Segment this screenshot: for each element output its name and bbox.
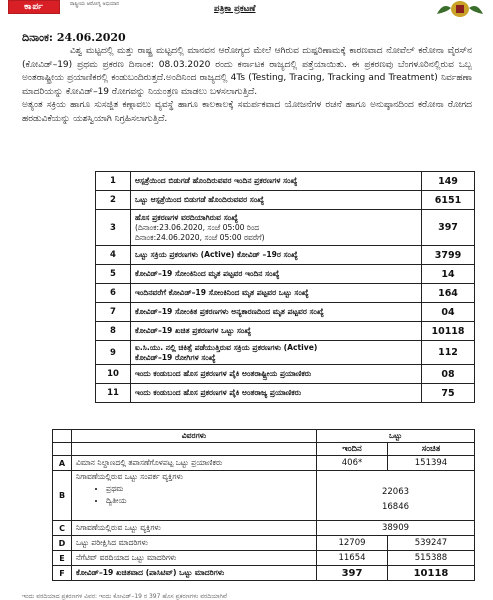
nhm-logo: [8, 0, 60, 14]
row-f-today: 397: [317, 566, 388, 581]
row-value: 10118: [422, 322, 475, 341]
row-sublabel: ಕೋವಿಡ್–19 ರೋಗಿಗಳ ಸಂಖ್ಯೆ: [135, 352, 216, 362]
row-label: ಒಟ್ಟು ಸಕ್ರಿಯ ಪ್ರಕರಣಗಳು (Active) ಕೋವಿಡ್ –19ರ ಸಂಖ್ಯೆ: [135, 250, 298, 259]
row-value: 04: [422, 303, 475, 322]
row-number: 5: [96, 265, 131, 284]
row-b-label: ನಿಗಾವಣೆಯಲ್ಲಿರುವ ಒಟ್ಟು ಸಂಪರ್ಕ ವ್ಯಕ್ತಿಗಳು: [76, 472, 183, 481]
contact-list: [76, 484, 312, 506]
row-letter: F: [53, 566, 72, 581]
row-number: 2: [96, 191, 131, 210]
row-f-label: ಕೋವಿಡ್–19 ಖಚಿತವಾದ (ಪಾಸಿಟಿವ್) ಒಟ್ಟು ಮಾದರಿಗಳು: [72, 566, 317, 581]
primary-value: 22063: [381, 487, 410, 497]
row-sublabel: (ದಿನಾಂಕ:23.06.2020, ಸಂಜೆ 05:00 ರಿಂದ: [135, 222, 260, 232]
cumulative-header: ಸಂಚಿತ: [388, 443, 475, 456]
row-letter: A: [53, 456, 72, 471]
row-label: ಇಂದು ಕಂಡುಬಂದ ಹೊಸ ಪ್ರಕರಣಗಳ ಪೈಕಿ ಅಂತರಾಜ್ಯ ಪ್ರಯಾಣಿಕರು: [135, 388, 302, 397]
row-b-values: [317, 471, 475, 521]
row-letter: B: [53, 471, 72, 521]
row-description: [131, 284, 422, 303]
stat-row: [96, 265, 475, 284]
row-number: 8: [96, 322, 131, 341]
row-number: 1: [96, 172, 131, 191]
stat-row: [96, 172, 475, 191]
paragraph-2: ಅತ್ಯಂತ ಸಕ್ರಿಯ ಹಾಗೂ ಸುಸಜ್ಜಿತ ಕಣ್ಗಾವಲು ವ್ಯವಸ್ಥೆ ಹಾಗೂ ಕಾಲಕಾಲಕ್ಕೆ ಸಮರ್ಪಕವಾದ ಯೋಜನೆಗಳ ರಚನೆ ಹಾಗೂ ಅನುಷ್ಠಾನದಿಂದ ಕರೋನಾ ರೋಗದ ಹರಡುವಿಕೆಯನ್ನು ಯಶಸ್ವಿಯಾಗಿ ನಿಗ್ರಹಿಸಲಾಗುತ್ತಿದೆ.: [22, 100, 472, 124]
row-e-label: ನೆಗೆಟಿವ್ ವರದಿಯಾದ ಒಟ್ಟು ಮಾದರಿಗಳು: [72, 551, 317, 566]
today-header: ಇಂದಿನ: [317, 443, 388, 456]
row-letter: D: [53, 536, 72, 551]
row-a-cumulative: 151394: [388, 456, 475, 471]
row-description: [131, 365, 422, 384]
row-b-cell: [72, 471, 317, 521]
secondary-value: 16846: [381, 502, 410, 512]
row-description: [131, 384, 422, 403]
logo-subtext: ರಾಷ್ಟ್ರೀಯ ಆರೋಗ್ಯ ಅಭಿಯಾನ: [70, 1, 120, 7]
stat-row: [96, 384, 475, 403]
row-label: ಕೋವಿಡ್–19 ಸೋಂಕಿನಿಂದ ಮೃತ ಪಟ್ಟವರ ಇಂದಿನ ಸಂಖ್ಯೆ: [135, 269, 280, 278]
row-number: 9: [96, 341, 131, 365]
row-description: [131, 210, 422, 246]
row-label: ಕೋವಿಡ್–19 ಖಚಿತ ಪ್ರಕರಣಗಳ ಒಟ್ಟು ಸಂಖ್ಯೆ: [135, 326, 252, 335]
row-d-label: ಒಟ್ಟು ಪರೀಕ್ಷಿಸಿದ ಮಾದರಿಗಳು: [72, 536, 317, 551]
intro-paragraph: [22, 45, 472, 127]
row-label: ಇಂದಿನವರೆಗೆ ಕೋವಿಡ್–19 ಸೋಂಕಿನಿಂದ ಮೃತ ಪಟ್ಟವರ ಒಟ್ಟು ಸಂಖ್ಯೆ: [135, 288, 309, 297]
row-number: 11: [96, 384, 131, 403]
row-number: 10: [96, 365, 131, 384]
nhm-logo-text: ಕಾರ್ಪ: [24, 2, 44, 12]
row-label: ಒಟ್ಟು ಆಸ್ಪತ್ರೆಯಿಂದ ಬಿಡುಗಡೆ ಹೊಂದಿರುವವರ ಸಂಖ್ಯೆ: [135, 195, 265, 204]
stat-row: [96, 303, 475, 322]
row-d-today: 12709: [317, 536, 388, 551]
row-value: 397: [422, 210, 475, 246]
row-description: [131, 303, 422, 322]
stat-row: [96, 365, 475, 384]
press-release-title: ಪತ್ರಿಕಾ ಪ್ರಕಟಣೆ: [214, 4, 256, 14]
row-value: 164: [422, 284, 475, 303]
row-c-label: ನಿಗಾವಣೆಯಲ್ಲಿರುವ ಒಟ್ಟು ವ್ಯಕ್ತಿಗಳು: [72, 521, 317, 536]
stat-row: [96, 341, 475, 365]
row-value: 08: [422, 365, 475, 384]
row-a-today: 406*: [317, 456, 388, 471]
stat-row: [96, 284, 475, 303]
paragraph-1: ವಿಶ್ವ ಮಟ್ಟದಲ್ಲಿ ಮತ್ತು ರಾಷ್ಟ್ರ ಮಟ್ಟದಲ್ಲಿ ಮಾನವನ ಆರೋಗ್ಯದ ಮೇಲೆ ಆಗಿರುವ ದುಷ್ಪರಿಣಾಮಕ್ಕೆ ಕಾರಣವಾದ ನೋವೆಲ್ ಕರೋನಾ ವೈರಸ್‌ನ (ಕೋವಿಡ್–19) ಪ್ರಥಮ ಪ್ರಕರಣ ದಿನಾಂಕ: 08.03.2020 ರಂದು ಕರ್ನಾಟಕ ರಾಜ್ಯದಲ್ಲಿ ಪತ್ತೆಯಾಯಿತು. ಈ ಪ್ರಕರಣವು ಬೆಂಗಳೂರಿನಲ್ಲಿರುವ ಒಬ್ಬ ಅಂತರಾಷ್ಟ್ರೀಯ ಪ್ರಯಾಣಿಕರಲ್ಲಿ ಕಂಡುಬಂದಿರುತ್ತದೆ.ಅಂದಿನಿಂದ ರಾಜ್ಯದಲ್ಲಿ 4Ts (Testing, Tracing, Tracking and Treatment) ನಿರ್ವಹಣಾ ಮಾದರಿಯನ್ನು ಕೋವಿಡ್–19 ರೋಗವನ್ನು ನಿಯಂತ್ರಣ ಮಾಡಲು ಬಳಸಲಾಗುತ್ತಿದೆ.: [22, 46, 472, 97]
stat-row: [96, 246, 475, 265]
row-value: 6151: [422, 191, 475, 210]
surveillance-table: [52, 429, 475, 581]
row-description: [131, 246, 422, 265]
row-label: ಇಂದು ಕಂಡುಬಂದ ಹೊಸ ಪ್ರಕರಣಗಳ ಪೈಕಿ ಅಂತರಾಷ್ಟ್ರೀಯ ಪ್ರಯಾಣಿಕರು: [135, 369, 312, 378]
row-label: ಹೊಸ ಪ್ರಕರಣಗಳ ವರದಿಯಾಗಿರುವ ಸಂಖ್ಯೆ: [135, 212, 238, 222]
row-description: [131, 265, 422, 284]
row-value: 75: [422, 384, 475, 403]
row-label: ಐ.ಸಿ.ಯು. ನಲ್ಲಿ ಚಿಕಿತ್ಸೆ ಪಡೆಯುತ್ತಿರುವ ಸಕ್ರಿಯ ಪ್ರಕರಣಗಳು (Active): [135, 342, 318, 352]
row-f-cumulative: 10118: [388, 566, 475, 581]
stat-row: [96, 191, 475, 210]
row-number: 4: [96, 246, 131, 265]
stat-row: [96, 322, 475, 341]
row-value: 3799: [422, 246, 475, 265]
release-date: ದಿನಾಂಕ: 24.06.2020: [22, 31, 126, 44]
row-number: 3: [96, 210, 131, 246]
stat-row: [96, 210, 475, 246]
row-description: [131, 322, 422, 341]
row-description: [131, 341, 422, 365]
row-value: 112: [422, 341, 475, 365]
footer-text: ಇಂದು ವರದಿಯಾದ ಪ್ರಕರಣಗಳ ವಿವರ: ಇಂದು ಕೋವಿಡ್–19 ರ 397 ಹೊಸ ಪ್ರಕರಣಗಳು ವರದಿಯಾಗಿವೆ: [22, 593, 228, 600]
row-c-value: 38909: [317, 521, 475, 536]
row-sublabel: ದಿನಾಂಕ:24.06.2020, ಸಂಜೆ 05:00 ರವರೆಗೆ): [135, 232, 265, 242]
row-label: ಕೋವಿಡ್–19 ಸೋಂಕಿತ ಪ್ರಕರಣಗಳು ಅನ್ಯಕಾರಣದಿಂದ ಮೃತ ಪಟ್ಟವರ ಸಂಖ್ಯೆ: [135, 307, 324, 316]
state-emblem-icon: [437, 0, 483, 18]
total-header: ಒಟ್ಟು: [317, 430, 475, 443]
row-e-cumulative: 515388: [388, 551, 475, 566]
secondary-contacts: • ದ್ವಿತೀಯ: [106, 496, 312, 506]
row-letter: C: [53, 521, 72, 536]
row-description: [131, 191, 422, 210]
row-a-label: ವಿಮಾನ ನಿಲ್ದಾಣದಲ್ಲಿ ತಪಾಸಣೆಗೊಳಪಟ್ಟ ಒಟ್ಟು ಪ್ರಯಾಣಿಕರು: [72, 456, 317, 471]
row-value: 149: [422, 172, 475, 191]
letterhead: [0, 0, 493, 22]
row-number: 6: [96, 284, 131, 303]
row-e-today: 11654: [317, 551, 388, 566]
primary-contacts: • ಪ್ರಥಮ: [106, 484, 312, 494]
row-d-cumulative: 539247: [388, 536, 475, 551]
row-description: [131, 172, 422, 191]
covid-statistics-table: [95, 171, 475, 403]
row-label: ಆಸ್ಪತ್ರೆಯಿಂದ ಬಿಡುಗಡೆ ಹೊಂದಿರುವವರ ಇಂದಿನ ಪ್ರಕರಣಗಳ ಸಂಖ್ಯೆ: [135, 176, 298, 185]
details-header: ವಿವರಗಳು: [72, 430, 317, 443]
row-letter: E: [53, 551, 72, 566]
row-value: 14: [422, 265, 475, 284]
row-number: 7: [96, 303, 131, 322]
